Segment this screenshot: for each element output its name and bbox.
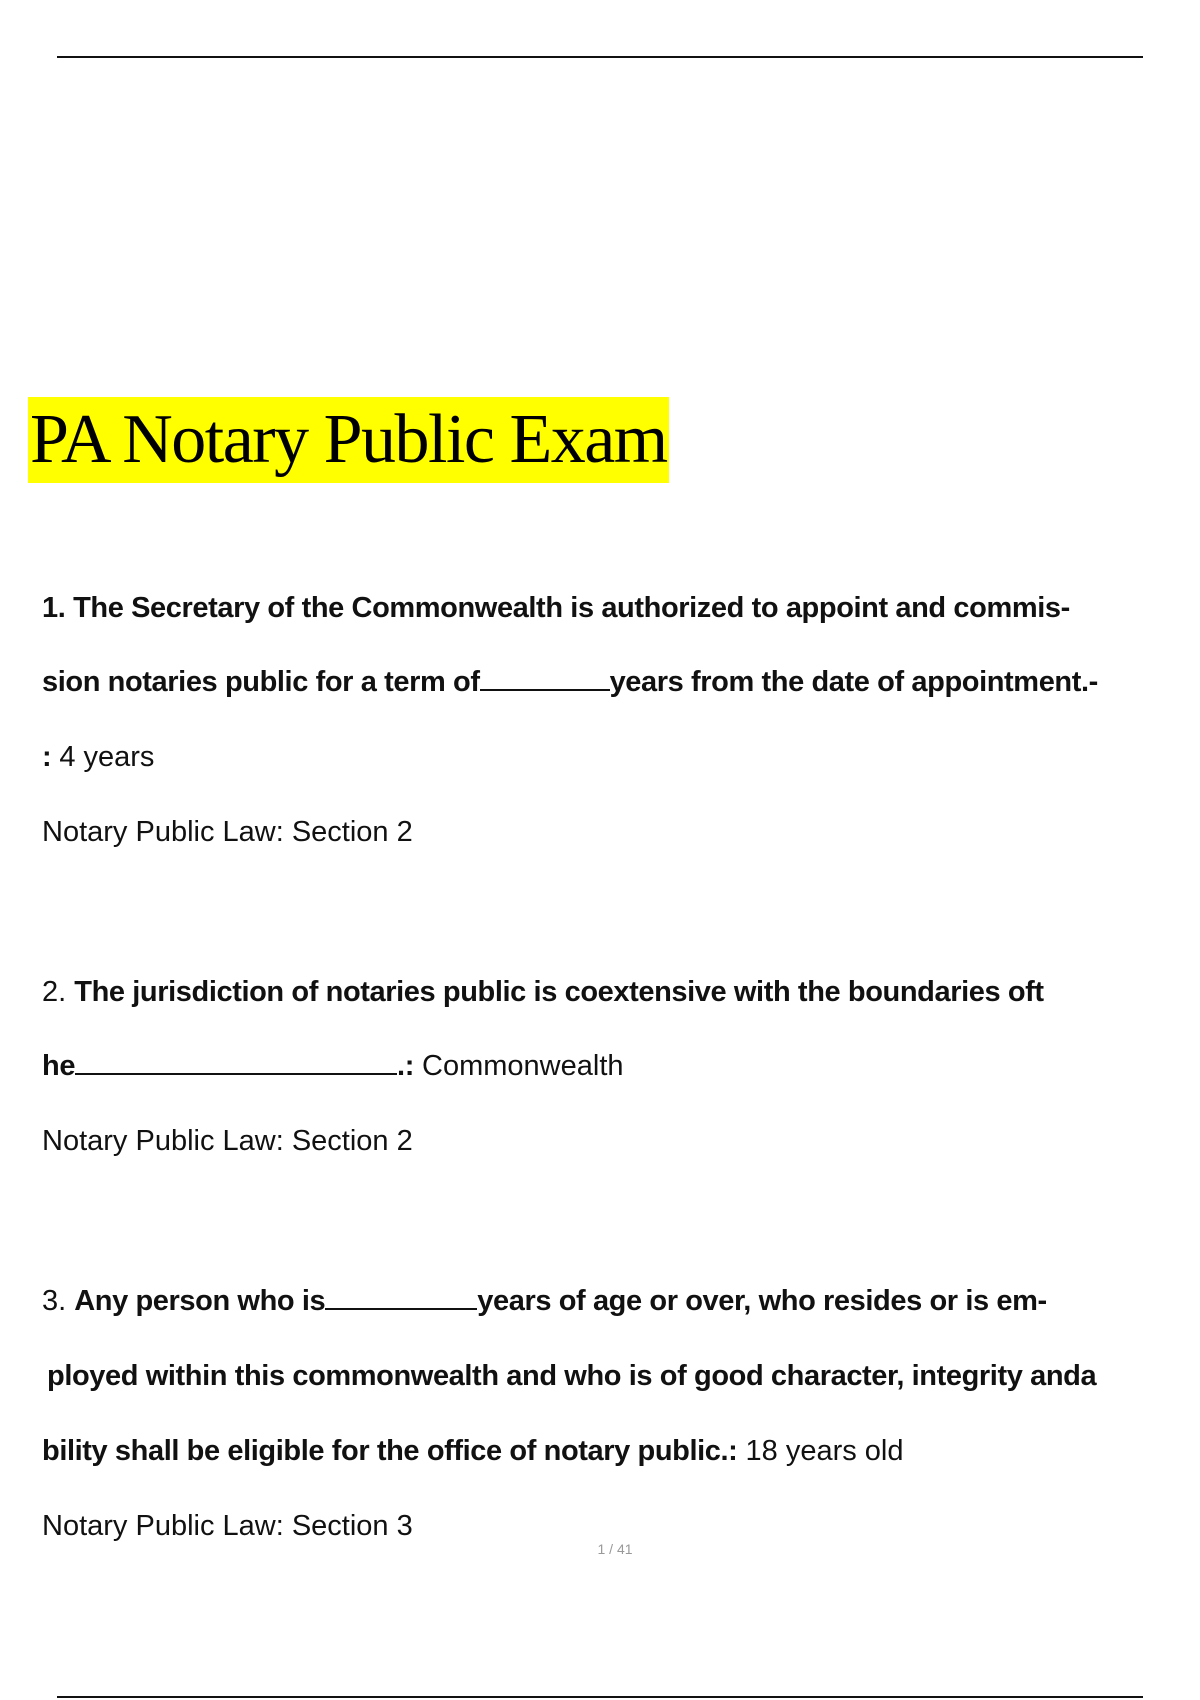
question-2-line-1: [42, 972, 1044, 1012]
question-3-text-line-3: bility shall be eligible for the office of notary public.:: [42, 1435, 738, 1467]
question-3-text-after-blank: years of age or over, who resides or is em-: [477, 1285, 1047, 1317]
question-2-text-line-1: The jurisdiction of notaries public is coextensive with the boundaries oft: [74, 976, 1044, 1008]
question-1-text-line-1: The Secretary of the Commonwealth is authorized to appoint and commis-: [73, 592, 1070, 624]
question-3-blank: [325, 1284, 477, 1310]
question-3-number: 3.: [42, 1285, 67, 1317]
question-1-answer-prefix: :: [42, 741, 52, 773]
question-2-reference: Notary Public Law: Section 2: [42, 1125, 413, 1157]
question-1-blank: [480, 665, 610, 691]
question-3-answer: 18 years old: [745, 1435, 904, 1467]
document-title: PA Notary Public Exam: [28, 397, 669, 483]
question-3-line-1: [42, 1281, 1047, 1321]
question-1-number: 1.: [42, 592, 66, 624]
question-3-line-2: ployed within this commonwealth and who is of good character, integrity anda: [47, 1360, 1097, 1392]
question-1-answer-line: [42, 737, 154, 777]
question-1-line-2: [42, 662, 1098, 702]
question-1-text-before-blank: sion notaries public for a term of: [42, 666, 480, 698]
question-1-reference: Notary Public Law: Section 2: [42, 816, 413, 848]
question-2-blank: [75, 1049, 397, 1075]
question-2-text-after-blank: .:: [397, 1050, 414, 1082]
question-1-answer: 4 years: [59, 741, 155, 773]
question-2-text-before-blank: he: [42, 1050, 76, 1082]
question-2-number: 2.: [42, 976, 67, 1008]
question-1-text-after-blank: years from the date of appointment.-: [609, 666, 1098, 698]
top-rule: [57, 56, 1143, 58]
question-3-line-3: [42, 1431, 904, 1471]
question-3-reference: Notary Public Law: Section 3: [42, 1510, 413, 1542]
question-2-answer: Commonwealth: [422, 1050, 624, 1082]
question-3-text-before-blank: Any person who is: [74, 1285, 326, 1317]
question-1-line-1: [42, 588, 1070, 628]
question-2-line-2: [42, 1046, 624, 1086]
bottom-rule: [57, 1696, 1143, 1698]
page-indicator: 1 / 41: [597, 1541, 633, 1557]
